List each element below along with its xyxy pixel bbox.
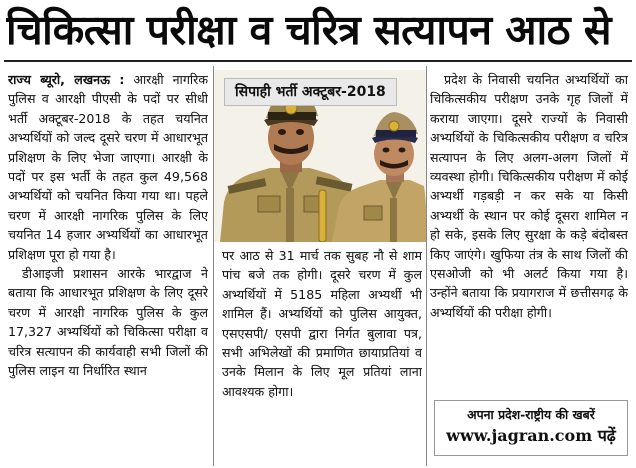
promo-tagline: अपना प्रदेश-राष्ट्रीय की खबरें (467, 407, 595, 422)
column-1-paragraph-2: डीआइजी प्रशासन आरके भारद्वाज ने बताया कि आधारभूत प्रशिक्षण के लिए दूसरे चरण में आरक्षी नागरिक पुलिस के कुल 17,327 अभ्यर्थियों को चिकित्सा परीक्षा व चरित्र सत्यापन की कार्यवाही सभी जिलों की पुलिस लाइन या निर्धारित स्थान (8, 266, 208, 379)
headline-rule (4, 60, 632, 62)
promo-box (434, 400, 628, 456)
byline: राज्य ब्यूरो, लखनऊ : (8, 72, 125, 87)
column-3-paragraph-1: प्रदेश के निवासी चयनित अभ्यर्थियों का चिकित्सकीय परीक्षण उनके गृह जिलों में कराया जाएगा। दूसरे राज्यों के निवासी अभ्यर्थियों के चिकित्सकीय परीक्षण व चरित्र सत्यापन के लिए अलग-अलग जिलों में व्यवस्था होगी। चिकित्सकीय परीक्षण में कोई अभ्यर्थी गड़बड़ी न कर सके या किसी अभ्यर्थी के स्थान पर कोई दूसरा शामिल न हो सके, इसके लिए सुरक्षा के कड़े बंदोबस्त किए जाएंगे। खुफिया तंत्र के साथ जिलों की एसओजी को भी अलर्ट किया गया है। उन्होंने बताया कि प्रयागराज में छत्तीसगढ़ के अभ्यर्थियों की परीक्षा होगी। (430, 72, 628, 320)
police-officers-illustration (214, 70, 426, 242)
article-column-1 (8, 70, 208, 468)
headline: चिकित्सा परीक्षा व चरित्र सत्यापन आठ से (6, 6, 611, 54)
photo-caption: सिपाही भर्ती अक्टूबर-2018 (224, 78, 397, 106)
promo-url: www.jagran.com पढ़ें (446, 426, 616, 445)
article-column-3 (430, 70, 628, 390)
column-divider-2 (426, 66, 427, 466)
column-2-paragraph-1: पर आठ से 31 मार्च तक सुबह नौ से शाम पांच बजे तक होगी। दूसरे चरण में कुल अभ्यर्थियों में 5185 महिला अभ्यर्थी भी शामिल हैं। अभ्यर्थियों को पुलिस आयुक्त, एसएसपी/ एसपी द्वारा निर्गत बुलावा पत्र, सभी अभिलेखों की प्रमाणित छायाप्रतियां व उनके मिलान के लिए मूल प्रतियां लाना आवश्यक होगा। (222, 248, 422, 399)
article-column-2 (222, 246, 422, 468)
column-1-text-1: आरक्षी नागरिक पुलिस व आरक्षी पीएसी के पदों पर सीधी भर्ती अक्टूबर-2018 के तहत चयनित अभ्यर्थियों को जल्द दूसरे चरण में आधारभूत प्रशिक्षण के लिए भेजा जाएगा। आरक्षी के पदों पर इस भर्ती के तहत कुल 49,568 अभ्यर्थियों को चयनित किया गया था। पहले चरण में आरक्षी नागरिक पुलिस के लिए चयनित 14 हजार अभ्यर्थियों का आधारभूत प्रशिक्षण पूरा हो गया है। (8, 72, 208, 262)
column-1-paragraph-1 (8, 70, 208, 264)
